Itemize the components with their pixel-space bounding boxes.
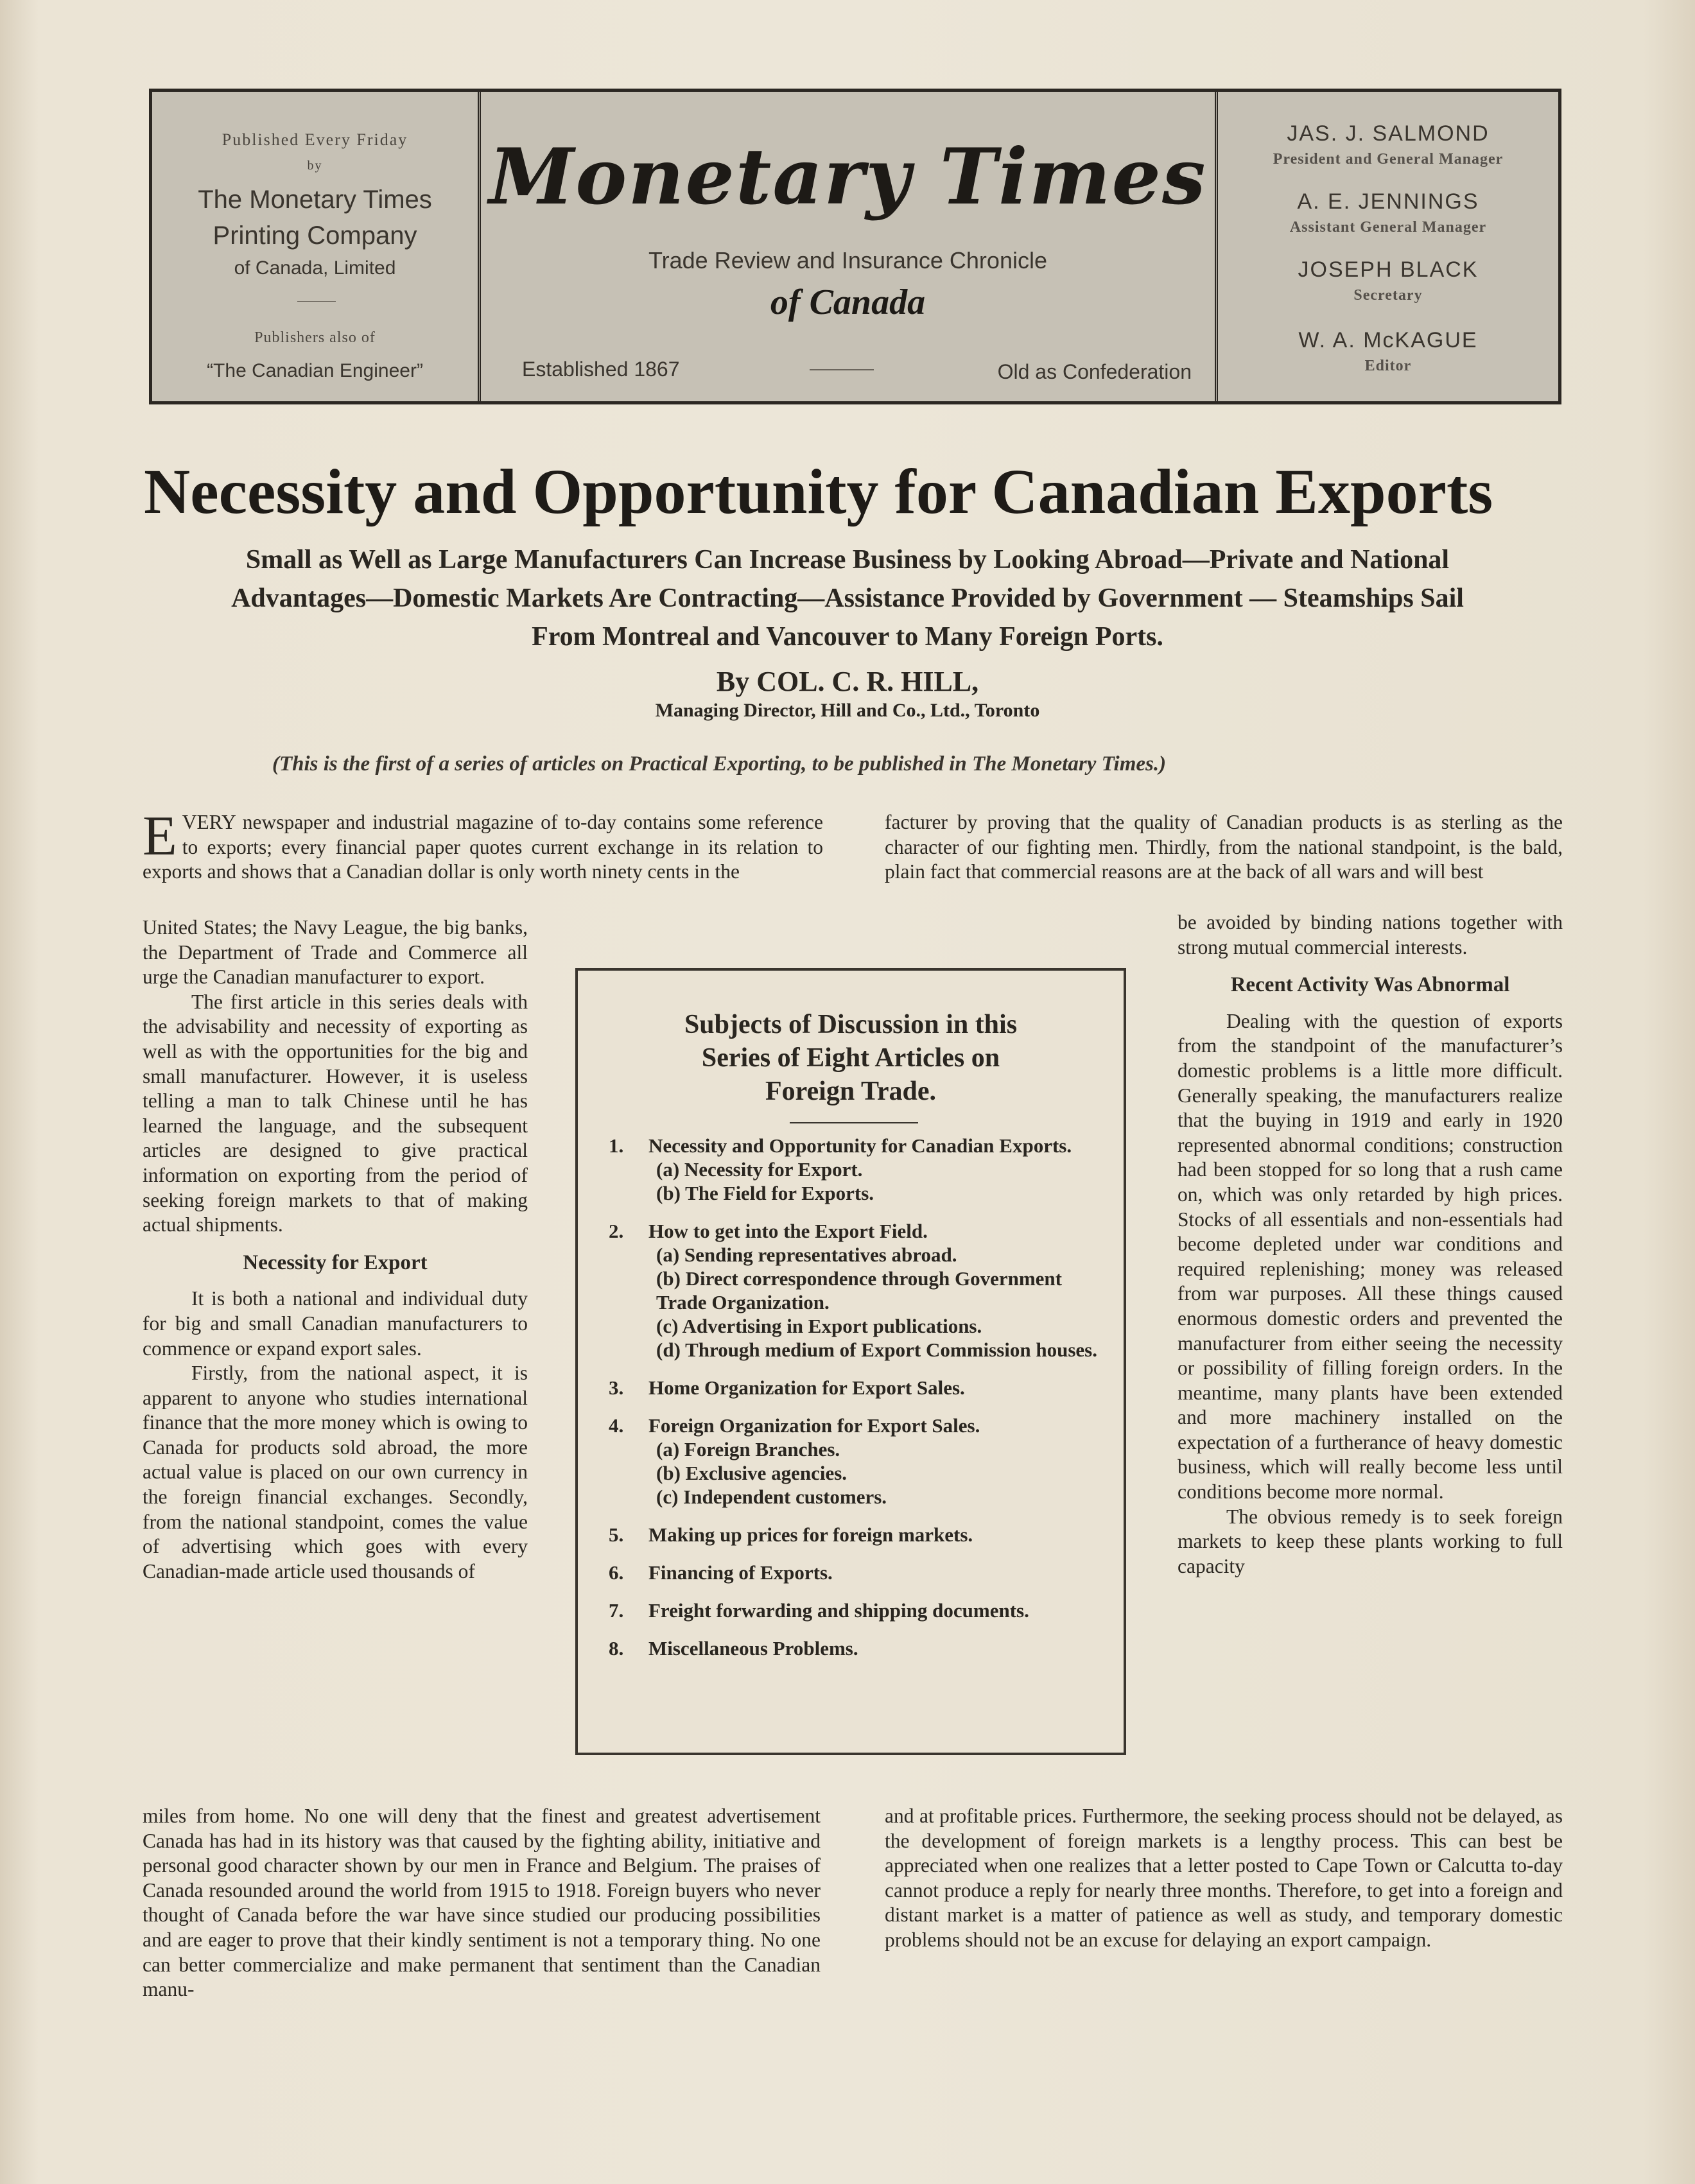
staff-role: President and General Manager <box>1273 151 1504 168</box>
box-title-line: Subjects of Discussion in this <box>684 1010 1018 1039</box>
section-heading-recent: Recent Activity Was Abnormal <box>1230 973 1510 997</box>
staff-name: JOSEPH BLACK <box>1298 257 1479 282</box>
established: Established 1867 <box>522 358 680 381</box>
subjects-list <box>609 1134 1104 1674</box>
article-deck: Small as Well as Large Manufacturers Can Increase Business by Looking Abroad—Private and National Advantages—Domestic Markets Are Contracting—Assistance Provided by Government — Steamships Sail From Montreal and Vancouver to Many Foreign Ports. <box>231 545 1464 652</box>
staff-role: Editor <box>1364 358 1412 374</box>
item-number: 7. <box>609 1599 624 1622</box>
item-text: Making up prices for foreign markets. <box>648 1523 973 1546</box>
masthead-of-canada: of Canada <box>770 282 926 322</box>
right-top-paragraph: facturer by proving that the quality of Canadian products is as sterling as the character of our fighting men. Thirdly, from the national standpoint, is the bald, plain fact that commercial reasons are at the back of all wars and will best <box>885 811 1563 883</box>
staff-name: JAS. J. SALMOND <box>1287 121 1490 146</box>
item-number: 3. <box>609 1376 624 1399</box>
box-title-line: Foreign Trade. <box>765 1077 936 1106</box>
paragraph: It is both a national and individual duty for big and small Canadian manufacturers to commence or expand export sales. <box>143 1287 528 1360</box>
list-item <box>609 1599 1104 1622</box>
paragraph: Firstly, from the national aspect, it is apparent to anyone who studies international finance that the more money which is owing to Canada for products sold abroad, the more actual value is placed on our own currency in the foreign financial exchanges. Secondly, from the national standpoint, comes the value of advertising which goes with every Canadian-made article used thousands of <box>143 1362 528 1582</box>
staff-role: Secretary <box>1353 287 1423 304</box>
staff-name: A. E. JENNINGS <box>1297 189 1479 214</box>
published-every-friday: Published Every Friday <box>222 130 408 149</box>
subjects-box <box>575 968 1126 1755</box>
sub-item: (a) Necessity for Export. <box>656 1158 863 1181</box>
item-number: 5. <box>609 1523 624 1546</box>
masthead-title: Monetary Times <box>489 132 1207 222</box>
right-bottom-paragraph: and at profitable prices. Furthermore, the seeking process should not be delayed, as the development of foreign markets is a lengthy process. This can best be appreciated when one realizes that a letter posted to Cape Town or Calcutta to-day cannot produce a reply for nearly three months. Therefore, to get into a foreign and distant market is a matter of patience as well as study, and temporary domestic problems should not be an excuse for delaying an export campaign. <box>885 1805 1563 1951</box>
by-label: by <box>307 159 323 173</box>
sub-item: (b) Exclusive agencies. <box>656 1462 848 1484</box>
list-item <box>609 1523 1104 1547</box>
item-number: 2. <box>609 1220 624 1242</box>
list-item <box>609 1414 1104 1509</box>
sub-item: (b) Direct correspondence through Government Trade Organization. <box>656 1267 1062 1313</box>
publishers-also: Publishers also of <box>254 329 376 346</box>
paragraph: The obvious remedy is to seek foreign markets to keep these plants working to full capacity <box>1178 1505 1563 1577</box>
list-item <box>609 1376 1104 1400</box>
article-lead-paragraph <box>143 805 823 885</box>
author-credential: Managing Director, Hill and Co., Ltd., Toronto <box>655 700 1040 721</box>
divider <box>810 369 874 370</box>
item-number: 6. <box>609 1561 624 1584</box>
masthead-subtitle: Trade Review and Insurance Chronicle <box>648 247 1047 273</box>
item-number: 1. <box>609 1134 624 1157</box>
item-number: 8. <box>609 1637 624 1660</box>
left-bottom-paragraph: miles from home. No one will deny that the finest and greatest advertisement Canada has had in its history was that caused by the fighting ability, initiative and personal good character shown by our men in France and Belgium. The praises of Canada resounded around the world from 1915 to 1918. Foreign buyers who never thought of Canada before the war have since studied our producing possibilities and are eager to prove that their kindly sentiment is not a temporary thing. No one can better commercialize and make permanent that sentiment than the Canadian manu- <box>143 1805 821 2001</box>
canadian-engineer: “The Canadian Engineer” <box>207 360 423 381</box>
company-line-3: of Canada, Limited <box>234 257 396 279</box>
list-item <box>609 1561 1104 1584</box>
article-headline: Necessity and Opportunity for Canadian Exports <box>144 456 1493 527</box>
staff-name: W. A. McKAGUE <box>1298 328 1478 352</box>
list-item <box>609 1636 1104 1660</box>
paragraph: The first article in this series deals with the advisability and necessity of exporting as well as with the opportunities for the big and small manufacturer. However, it is useless telling a man to talk Chinese until he has learned the language, and the subsequent articles are designed to give practical information on exporting from the period of seeking foreign markets to that of making actual shipments. <box>143 990 528 1236</box>
masthead-staff-panel <box>1218 92 1558 401</box>
item-number: 4. <box>609 1414 624 1437</box>
paragraph-text: VERY newspaper and industrial magazine of to-day contains some reference to exports; every financial paper quotes current exchange in its relation to exports and shows that a Canadian dollar is only worth ninety cents in the <box>143 811 823 883</box>
box-divider <box>790 1122 918 1123</box>
staff-role: Assistant General Manager <box>1289 219 1487 236</box>
old-as-confederation: Old as Confederation <box>997 360 1192 383</box>
left-narrow-column <box>143 915 528 1584</box>
item-text: How to get into the Export Field. <box>648 1220 928 1242</box>
byline: By COL. C. R. HILL, <box>716 666 979 697</box>
item-text: Home Organization for Export Sales. <box>648 1376 965 1399</box>
item-text: Financing of Exports. <box>648 1561 833 1584</box>
sub-item: (b) The Field for Exports. <box>656 1182 874 1204</box>
list-item <box>609 1134 1104 1205</box>
masthead-title-panel <box>481 92 1218 401</box>
company-line-1: The Monetary Times <box>198 186 432 214</box>
box-title-line: Series of Eight Articles on <box>701 1043 1000 1073</box>
item-text: Foreign Organization for Export Sales. <box>648 1414 980 1437</box>
item-text: Miscellaneous Problems. <box>648 1637 858 1660</box>
company-line-2: Printing Company <box>213 221 417 250</box>
item-text: Freight forwarding and shipping documents. <box>648 1599 1029 1622</box>
sub-item: (c) Independent customers. <box>656 1486 887 1508</box>
sub-item: (a) Sending representatives abroad. <box>656 1244 957 1266</box>
series-note: (This is the first of a series of articles on Practical Exporting, to be published in The Monetary Times.) <box>272 752 1167 776</box>
drop-cap: E <box>143 805 177 867</box>
paragraph: United States; the Navy League, the big banks, the Department of Trade and Commerce all urge the Canadian manufacturer to export. <box>143 916 528 989</box>
section-heading-necessity: Necessity for Export <box>243 1251 428 1274</box>
masthead <box>149 89 1561 404</box>
item-text: Necessity and Opportunity for Canadian Exports. <box>648 1134 1072 1157</box>
sub-item: (c) Advertising in Export publications. <box>656 1315 982 1337</box>
right-narrow-column <box>1178 910 1563 1579</box>
sub-item: (d) Through medium of Export Commission houses. <box>656 1339 1097 1361</box>
paragraph: Dealing with the question of exports from the standpoint of the manufacturer’s domestic problems is a little more difficult. Generally speaking, the manufacturers realize that the buying in 1919 and early in 1920 represented abnormal conditions; construction had been stopped for so long that a rush came on, which was only retarded by high prices. Stocks of all essentials and non-essentials had become depleted under war conditions and required replenishing; money was released from war purposes. All these things caused enormous domestic orders and prevented the manufacturer from either seeing the necessity or possibility of filling foreign orders. In the meantime, many plants have been extended and more machinery installed on the expectation of a furtherance of heavy domestic business, which will really become less until conditions become more normal. <box>1178 1009 1563 1504</box>
sub-item: (a) Foreign Branches. <box>656 1438 840 1460</box>
paragraph: be avoided by binding nations together with strong mutual commercial interests. <box>1178 911 1563 958</box>
list-item <box>609 1219 1104 1362</box>
box-title <box>578 1008 1124 1108</box>
divider <box>297 301 336 302</box>
masthead-publisher-panel <box>152 92 481 401</box>
